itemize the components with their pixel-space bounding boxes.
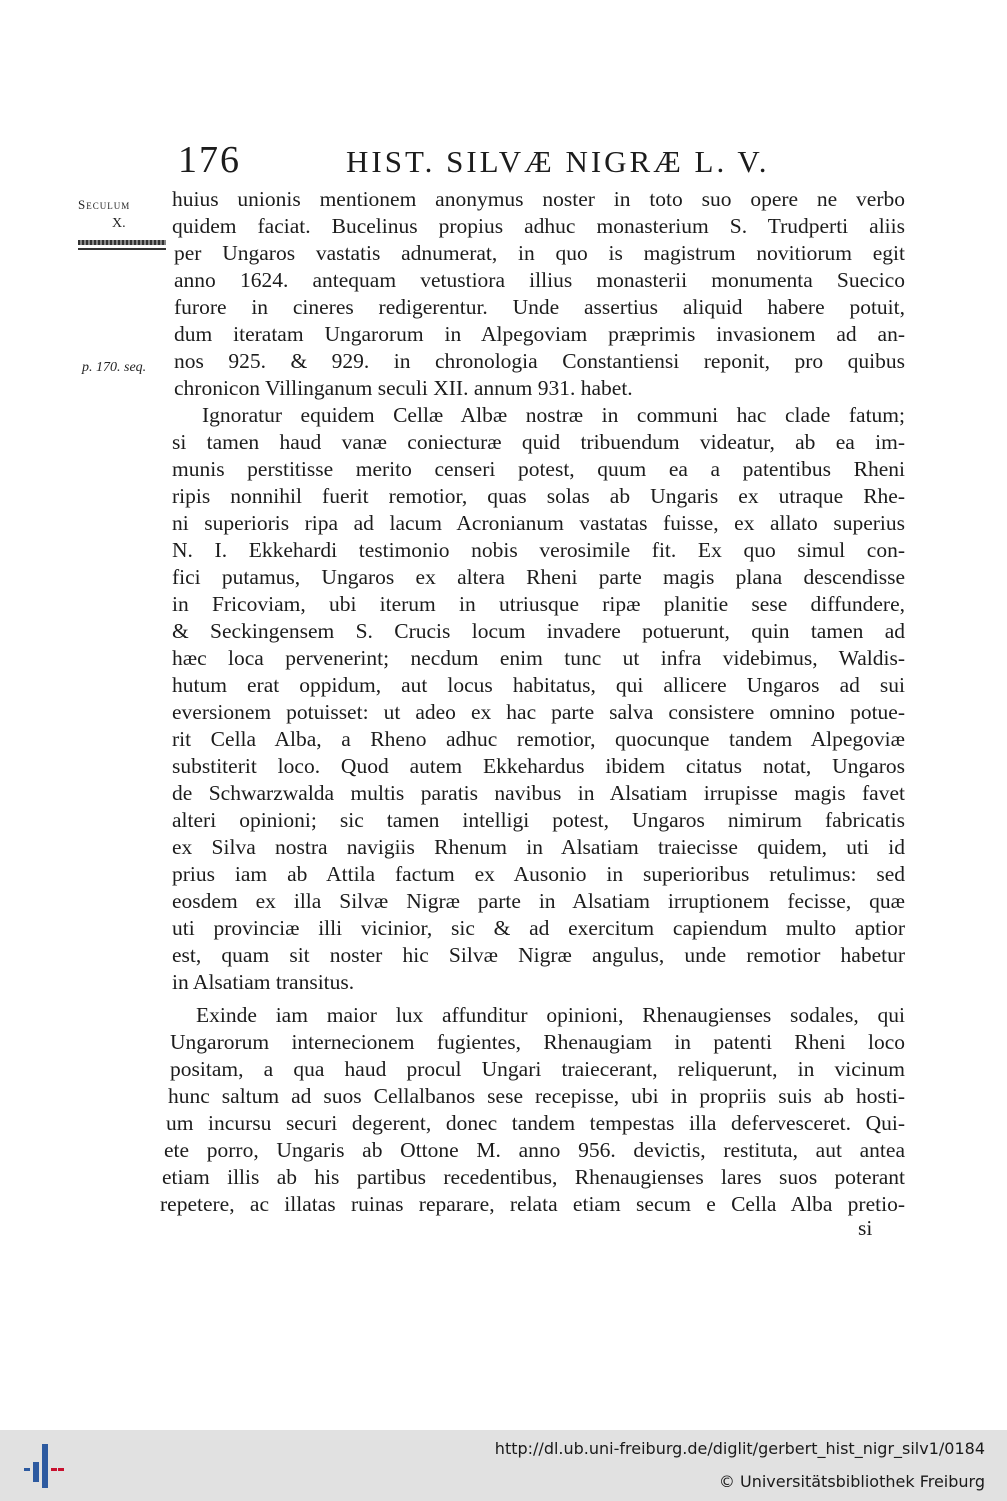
text-line: eosdem ex illa Silvæ Nigræ parte in Alsatiam irruptionem fecisse, quæ <box>172 889 905 913</box>
text-line: hunc saltum ad suos Cellalbanos sese recepisse, ubi in propriis suis ab hosti- <box>168 1084 905 1108</box>
margin-ornament-rule <box>78 240 166 252</box>
margin-note-reference: p. 170. seq. <box>82 360 147 375</box>
text-line: ete porro, Ungaris ab Ottone M. anno 956. devictis, restituta, aut antea <box>164 1138 905 1162</box>
text-line: nos 925. & 929. in chronologia Constantiensi reponit, pro quibus <box>174 349 905 373</box>
text-line: furore in cineres redigerentur. Unde assertius aliquid habere potuit, <box>174 295 905 319</box>
text-line: ni superioris ripa ad lacum Acronianum vastatas fuisse, ex allato superius <box>172 511 905 535</box>
text-line: repetere, ac illatas ruinas reparare, relata etiam secum e Cella Alba pretio- <box>160 1192 905 1216</box>
text-line: alteri opinioni; sic tamen intelligi potest, Ungaros nimirum fabricatis <box>172 808 905 832</box>
text-line: substiterit loco. Quod autem Ekkehardus ibidem citatus notat, Ungaros <box>172 754 905 778</box>
margin-note-seculum: Seculum <box>78 197 131 212</box>
text-line: per Ungaros vastatis adnumerat, in quo is magistrum novitiorum egit <box>174 241 905 265</box>
page-number: 176 <box>178 139 241 181</box>
text-line: est, quam sit noster hic Silvæ Nigræ angulus, unde remotior habetur <box>172 943 905 967</box>
text-line: um incursu securi degerent, donec tandem tempestas illa defervesceret. Qui- <box>166 1111 905 1135</box>
text-line: Ungarorum internecionem fugientes, Rhenaugiam in patenti Rheni loco <box>170 1030 905 1054</box>
text-line: fici putamus, Ungaros ex altera Rheni parte magis plana descendisse <box>172 565 905 589</box>
text-line: ex Silva nostra navigiis Rhenum in Alsatiam traiecisse quidem, uti id <box>172 835 905 859</box>
text-line: & Seckingensem S. Crucis locum invadere potuerunt, quin tamen ad <box>172 619 905 643</box>
running-title: HIST. SILVÆ NIGRÆ L. V. <box>346 144 770 179</box>
text-line: prius iam ab Attila factum ex Ausonio in superioribus retulimus: sed <box>172 862 905 886</box>
text-line: positam, a qua haud procul Ungari traiecerant, reliquerunt, in vicinum <box>170 1057 905 1081</box>
text-line: quidem faciat. Bucelinus propius adhuc monasterium S. Trudperti aliis <box>172 214 905 238</box>
text-line: huius unionis mentionem anonymus noster in toto suo opere ne verbo <box>172 187 905 211</box>
text-line: munis perstitisse merito censeri potest, quum ea a patentibus Rheni <box>172 457 905 481</box>
page-header <box>0 138 1007 186</box>
catchword: si <box>858 1216 873 1240</box>
text-line: N. I. Ekkehardi testimonio nobis verosimile fit. Ex quo simul con- <box>172 538 905 562</box>
text-line: uti provinciæ illi vicinior, sic & ad exercitum capiendum multo aptior <box>172 916 905 940</box>
text-line: Ignoratur equidem Cellæ Albæ nostræ in communi hac clade fatum; <box>202 403 905 427</box>
text-line: hutum erat oppidum, aut locus habitatus, qui allicere Ungaros ad sui <box>172 673 905 697</box>
text-line: eversionem potuisset: ut adeo ex hac parte salva consistere omnino potue- <box>172 700 905 724</box>
permalink-url[interactable]: http://dl.ub.uni-freiburg.de/diglit/gerbert_hist_nigr_silv1/0184 <box>494 1439 985 1458</box>
text-line: rit Cella Alba, a Rheno adhuc remotior, quocunque tandem Alpegoviæ <box>172 727 905 751</box>
margin-note-seculum-number: X. <box>112 216 126 231</box>
text-line: ripis nonnihil fuerit remotior, quas solas ab Ungaris ex utraque Rhe- <box>172 484 905 508</box>
text-line: si tamen haud vanæ coniecturæ quid tribuendum videatur, ab ea im- <box>172 430 905 454</box>
text-line: etiam illis ab his partibus recedentibus, Rhenaugienses lares suos poterant <box>162 1165 905 1189</box>
ub-freiburg-logo-icon <box>22 1442 66 1490</box>
text-line: de Schwarzwalda multis paratis navibus in Alsatiam irrupisse magis favet <box>172 781 905 805</box>
text-line: in Alsatiam transitus. <box>172 970 355 994</box>
footer-bar <box>0 1430 1007 1501</box>
copyright-notice: © Universitätsbibliothek Freiburg <box>718 1472 985 1491</box>
text-line: chronicon Villinganum seculi XII. annum 931. habet. <box>174 376 633 400</box>
text-line: in Fricoviam, ubi iterum in utriusque ripæ planitie sese diffundere, <box>172 592 905 616</box>
text-line: dum iteratam Ungarorum in Alpegoviam præprimis invasionem ad an- <box>174 322 905 346</box>
text-line: Exinde iam maior lux affunditur opinioni, Rhenaugienses sodales, qui <box>196 1003 905 1027</box>
text-line: anno 1624. antequam vetustiora illius monasterii monumenta Suecico <box>174 268 905 292</box>
text-line: hæc loca pervenerint; necdum enim tunc ut infra videbimus, Waldis- <box>172 646 905 670</box>
